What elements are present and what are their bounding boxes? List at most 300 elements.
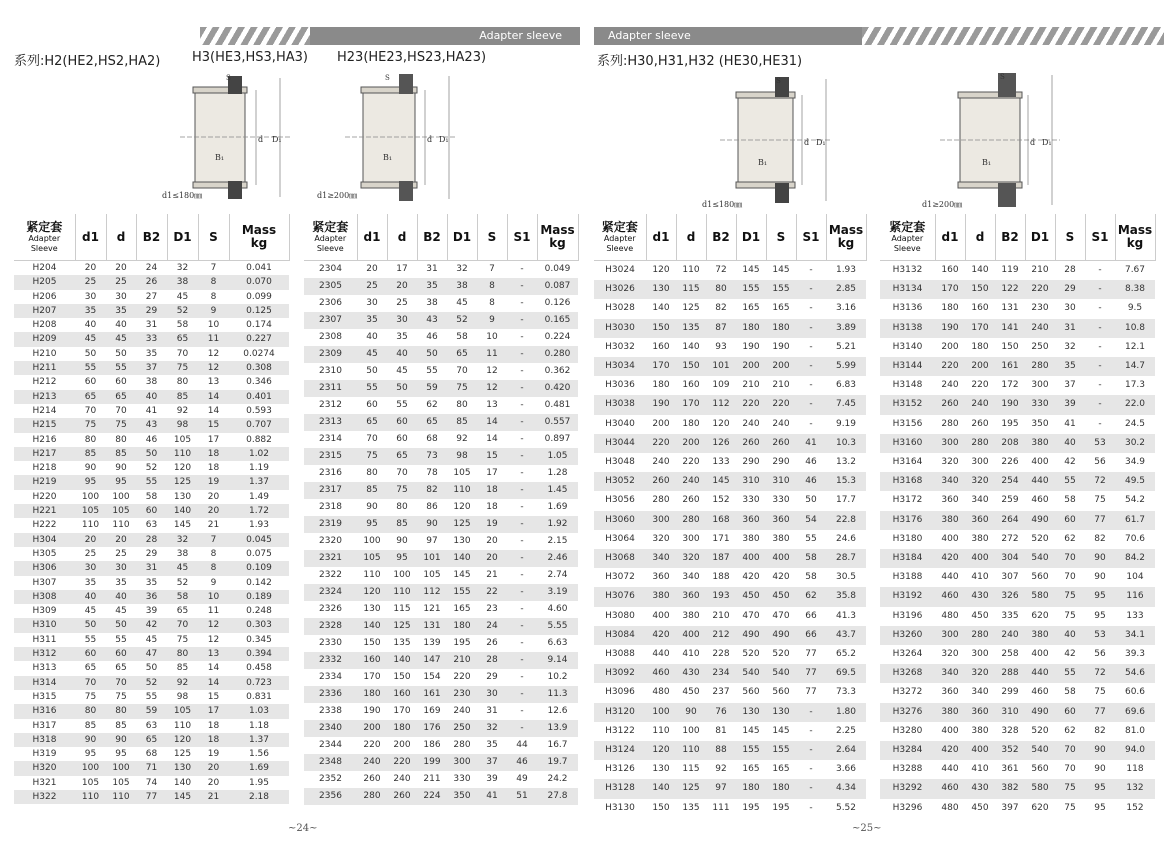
table-cell: 38 bbox=[167, 547, 198, 561]
table-cell: - bbox=[796, 376, 826, 395]
table-cell: 65 bbox=[357, 414, 387, 431]
table-cell: 0.174 bbox=[229, 318, 289, 332]
table-cell: 168 bbox=[706, 511, 736, 530]
table-cell: 135 bbox=[676, 799, 706, 818]
table-cell: 170 bbox=[965, 319, 995, 338]
table-cell: 58 bbox=[1055, 683, 1085, 702]
table-cell: 24 bbox=[477, 618, 507, 635]
table-cell: 35 bbox=[75, 304, 106, 318]
table-cell: 85 bbox=[106, 447, 136, 461]
table-cell: 400 bbox=[1025, 453, 1055, 472]
table-cell: 200 bbox=[965, 357, 995, 376]
table-cell: 2312 bbox=[304, 397, 357, 414]
col-s: S bbox=[766, 214, 796, 261]
table-cell: 2310 bbox=[304, 363, 357, 380]
table-cell: H3130 bbox=[594, 799, 646, 818]
table-cell: 110 bbox=[106, 518, 136, 532]
table-cell: 145 bbox=[167, 518, 198, 532]
table-cell: 18 bbox=[198, 733, 229, 747]
table-cell: 26 bbox=[477, 635, 507, 652]
table-cell: 52 bbox=[447, 312, 477, 329]
table-cell: 55 bbox=[1055, 664, 1085, 683]
table-cell: H215 bbox=[14, 418, 75, 432]
table-cell: 420 bbox=[766, 568, 796, 587]
table-cell: 1.37 bbox=[229, 475, 289, 489]
table-cell: 110 bbox=[646, 722, 676, 741]
table-cell: 130 bbox=[646, 280, 676, 299]
table-cell: 56 bbox=[1085, 645, 1115, 664]
table-cell: 92 bbox=[706, 760, 736, 779]
table-cell: 11 bbox=[198, 604, 229, 618]
table-h2-h3 bbox=[14, 214, 290, 804]
col-d1: d1 bbox=[357, 214, 387, 261]
table-cell: 150 bbox=[965, 280, 995, 299]
table-cell: H3156 bbox=[880, 415, 935, 434]
table-cell: 230 bbox=[447, 686, 477, 703]
table-cell: 70 bbox=[1055, 760, 1085, 779]
table-cell: 70 bbox=[1055, 568, 1085, 587]
table-cell: - bbox=[507, 720, 537, 737]
table-cell: 28 bbox=[1055, 261, 1085, 281]
table-cell: 77 bbox=[1085, 703, 1115, 722]
table-cell: 1.28 bbox=[537, 465, 578, 482]
table-cell: 147 bbox=[417, 652, 447, 669]
table-cell: 340 bbox=[935, 472, 965, 491]
table-cell: 12 bbox=[477, 380, 507, 397]
table-cell: 38 bbox=[136, 375, 167, 389]
table-cell: 304 bbox=[995, 549, 1025, 568]
table-cell: 330 bbox=[736, 491, 766, 510]
table-cell: 400 bbox=[935, 530, 965, 549]
table-cell: 360 bbox=[965, 703, 995, 722]
table-cell: 360 bbox=[676, 587, 706, 606]
table-cell: 220 bbox=[387, 754, 417, 771]
table-cell: 42 bbox=[1055, 645, 1085, 664]
table-cell: - bbox=[796, 779, 826, 798]
table-row bbox=[304, 618, 578, 635]
table-body bbox=[594, 261, 866, 818]
table-cell: 1.95 bbox=[229, 776, 289, 790]
table-cell: 95 bbox=[1085, 607, 1115, 626]
table-cell: 20 bbox=[198, 776, 229, 790]
table-cell: 200 bbox=[766, 357, 796, 376]
table-cell: 300 bbox=[935, 626, 965, 645]
table-cell: 170 bbox=[935, 280, 965, 299]
table-cell: 52 bbox=[136, 461, 167, 475]
table-cell: 264 bbox=[995, 511, 1025, 530]
sleeve-drawing-1 bbox=[160, 70, 300, 205]
table-cell: 19 bbox=[477, 516, 507, 533]
table-cell: 112 bbox=[417, 584, 447, 601]
table-cell: 17.3 bbox=[1115, 376, 1155, 395]
table-cell: 75 bbox=[1055, 779, 1085, 798]
table-row bbox=[880, 338, 1155, 357]
table-cell: 7 bbox=[198, 533, 229, 547]
table-cell: 250 bbox=[1025, 338, 1055, 357]
table-cell: 130 bbox=[736, 703, 766, 722]
table-cell: 2.25 bbox=[826, 722, 866, 741]
table-cell: 150 bbox=[676, 357, 706, 376]
table-cell: 0.308 bbox=[229, 361, 289, 375]
table-cell: 131 bbox=[995, 299, 1025, 318]
table-row bbox=[880, 530, 1155, 549]
table-cell: 49 bbox=[507, 771, 537, 788]
table-row bbox=[880, 357, 1155, 376]
table-cell: 17 bbox=[198, 433, 229, 447]
table-header-row bbox=[14, 214, 289, 261]
table-cell: 155 bbox=[447, 584, 477, 601]
table-cell: 190 bbox=[766, 338, 796, 357]
table-cell: H3064 bbox=[594, 530, 646, 549]
table-cell: H205 bbox=[14, 275, 75, 289]
table-cell: 520 bbox=[1025, 530, 1055, 549]
table-cell: 240 bbox=[676, 472, 706, 491]
table-cell: 0.831 bbox=[229, 690, 289, 704]
table-cell: 110 bbox=[676, 741, 706, 760]
table-cell: H3192 bbox=[880, 587, 935, 606]
svg-text:d: d bbox=[804, 138, 810, 147]
table-cell: 65 bbox=[106, 661, 136, 675]
table-cell: 350 bbox=[1025, 415, 1055, 434]
table-cell: - bbox=[507, 652, 537, 669]
table-cell: H3030 bbox=[594, 319, 646, 338]
table-row bbox=[14, 647, 289, 661]
table-cell: 2.18 bbox=[229, 790, 289, 804]
svg-text:D₁: D₁ bbox=[816, 138, 826, 147]
table-cell: 70 bbox=[357, 431, 387, 448]
table-cell: 95 bbox=[1085, 799, 1115, 818]
table-cell: 260 bbox=[766, 434, 796, 453]
table-row bbox=[14, 332, 289, 346]
table-cell: 9 bbox=[198, 576, 229, 590]
table-cell: 50 bbox=[357, 363, 387, 380]
table-cell: 65 bbox=[167, 604, 198, 618]
table-cell: 119 bbox=[995, 261, 1025, 281]
table-row bbox=[14, 275, 289, 289]
table-cell: 0.557 bbox=[537, 414, 578, 431]
table-cell: 0.401 bbox=[229, 390, 289, 404]
table-cell: 220 bbox=[676, 453, 706, 472]
table-cell: - bbox=[507, 397, 537, 414]
table-cell: 45 bbox=[357, 346, 387, 363]
table-cell: 105 bbox=[167, 433, 198, 447]
table-cell: 190 bbox=[646, 395, 676, 414]
table-cell: 2336 bbox=[304, 686, 357, 703]
table-cell: 7.67 bbox=[1115, 261, 1155, 281]
table-cell: 132 bbox=[1115, 779, 1155, 798]
table-cell: 80 bbox=[706, 280, 736, 299]
table-cell: 155 bbox=[736, 280, 766, 299]
table-cell: 620 bbox=[1025, 607, 1055, 626]
table-cell: 490 bbox=[1025, 511, 1055, 530]
table-cell: 70 bbox=[387, 465, 417, 482]
table-cell: 220 bbox=[357, 737, 387, 754]
table-cell: 100 bbox=[676, 722, 706, 741]
table-row bbox=[14, 390, 289, 404]
table-cell: 161 bbox=[995, 357, 1025, 376]
table-cell: 105 bbox=[357, 550, 387, 567]
table-cell: 210 bbox=[447, 652, 477, 669]
table-cell: 2304 bbox=[304, 261, 357, 279]
table-cell: 3.19 bbox=[537, 584, 578, 601]
table-cell: 2.64 bbox=[826, 741, 866, 760]
table-cell: 80 bbox=[106, 433, 136, 447]
table-cell: 310 bbox=[766, 472, 796, 491]
table-cell: 31 bbox=[136, 561, 167, 575]
table-row bbox=[594, 779, 866, 798]
table-cell: 75 bbox=[1055, 587, 1085, 606]
table-cell: 152 bbox=[1115, 799, 1155, 818]
table-cell: 56 bbox=[1085, 453, 1115, 472]
table-cell: H3148 bbox=[880, 376, 935, 395]
table-cell: - bbox=[796, 280, 826, 299]
table-row bbox=[304, 788, 578, 805]
table-cell: 65.2 bbox=[826, 645, 866, 664]
table-cell: 280 bbox=[965, 434, 995, 453]
table-cell: 23 bbox=[477, 601, 507, 618]
table-row bbox=[14, 590, 289, 604]
table-cell: 30 bbox=[106, 561, 136, 575]
table-cell: 42 bbox=[136, 618, 167, 632]
table-row bbox=[14, 704, 289, 718]
table-row bbox=[594, 741, 866, 760]
table-cell: 200 bbox=[646, 415, 676, 434]
table-cell: 35 bbox=[75, 576, 106, 590]
table-cell: 45 bbox=[106, 604, 136, 618]
table-cell: 1.02 bbox=[229, 447, 289, 461]
table-cell: 17 bbox=[477, 465, 507, 482]
table-cell: 440 bbox=[935, 760, 965, 779]
table-cell: 195 bbox=[995, 415, 1025, 434]
table-cell: 1.80 bbox=[826, 703, 866, 722]
table-cell: 220 bbox=[1025, 280, 1055, 299]
table-cell: 110 bbox=[676, 261, 706, 281]
table-cell: - bbox=[507, 414, 537, 431]
table-row bbox=[14, 290, 289, 304]
table-cell: 340 bbox=[935, 664, 965, 683]
table-cell: 51 bbox=[507, 788, 537, 805]
col-d: d bbox=[106, 214, 136, 261]
figure-1-note: d1≤180㎜ bbox=[162, 191, 203, 200]
table-cell: 62 bbox=[417, 397, 447, 414]
table-cell: 470 bbox=[736, 607, 766, 626]
table-body bbox=[304, 261, 578, 806]
table-cell: 240 bbox=[995, 626, 1025, 645]
table-cell: - bbox=[796, 319, 826, 338]
table-cell: 0.723 bbox=[229, 676, 289, 690]
table-cell: 90 bbox=[1085, 549, 1115, 568]
table-cell: 120 bbox=[357, 584, 387, 601]
table-cell: 240 bbox=[965, 395, 995, 414]
table-cell: 11 bbox=[198, 332, 229, 346]
table-cell: - bbox=[1085, 395, 1115, 414]
table-cell: 43 bbox=[136, 418, 167, 432]
table-cell: 307 bbox=[995, 568, 1025, 587]
table-cell: 382 bbox=[995, 779, 1025, 798]
table-cell: 55 bbox=[796, 530, 826, 549]
table-cell: 260 bbox=[935, 395, 965, 414]
table-cell: 130 bbox=[447, 533, 477, 550]
table-cell: - bbox=[507, 499, 537, 516]
table-row bbox=[594, 722, 866, 741]
table-cell: 68 bbox=[417, 431, 447, 448]
table-cell: H213 bbox=[14, 390, 75, 404]
table-cell: H3024 bbox=[594, 261, 646, 281]
table-cell: 90 bbox=[387, 533, 417, 550]
table-row bbox=[304, 652, 578, 669]
table-cell: 2318 bbox=[304, 499, 357, 516]
table-row bbox=[14, 318, 289, 332]
table-cell: 2319 bbox=[304, 516, 357, 533]
table-cell: 0.041 bbox=[229, 261, 289, 276]
series-label-h2: 系列:H2(HE2,HS2,HA2) bbox=[14, 54, 161, 69]
table-cell: 440 bbox=[646, 645, 676, 664]
sleeve-drawing-4 bbox=[920, 65, 1070, 215]
table-cell: 30 bbox=[387, 312, 417, 329]
table-row bbox=[880, 453, 1155, 472]
table-cell: 75 bbox=[447, 380, 477, 397]
table-cell: H3072 bbox=[594, 568, 646, 587]
table-cell: 58 bbox=[796, 549, 826, 568]
table-cell: 85 bbox=[75, 447, 106, 461]
table-cell: 352 bbox=[995, 741, 1025, 760]
table-cell: H3276 bbox=[880, 703, 935, 722]
table-cell: H222 bbox=[14, 518, 75, 532]
table-cell: H3136 bbox=[880, 299, 935, 318]
table-cell: 210 bbox=[766, 376, 796, 395]
table-cell: 14 bbox=[198, 661, 229, 675]
table-row bbox=[14, 661, 289, 675]
table-cell: 55 bbox=[75, 633, 106, 647]
table-cell: 90 bbox=[1085, 760, 1115, 779]
table-cell: 53 bbox=[1085, 626, 1115, 645]
table-cell: 0.362 bbox=[537, 363, 578, 380]
table-cell: 2315 bbox=[304, 448, 357, 465]
table-cell: 165 bbox=[447, 601, 477, 618]
table-cell: 211 bbox=[417, 771, 447, 788]
table-cell: 250 bbox=[447, 720, 477, 737]
table-cell: 450 bbox=[736, 587, 766, 606]
table-cell: 133 bbox=[706, 453, 736, 472]
table-cell: 32 bbox=[477, 720, 507, 737]
table-cell: 75 bbox=[167, 633, 198, 647]
table-cell: 1.37 bbox=[229, 733, 289, 747]
table-cell: 25 bbox=[75, 275, 106, 289]
table-row bbox=[880, 683, 1155, 702]
table-cell: 81.0 bbox=[1115, 722, 1155, 741]
table-cell: 13 bbox=[477, 397, 507, 414]
table-cell: 77 bbox=[1085, 511, 1115, 530]
table-cell: H309 bbox=[14, 604, 75, 618]
table-cell: 70 bbox=[75, 404, 106, 418]
table-cell: 145 bbox=[736, 261, 766, 281]
table-row bbox=[14, 561, 289, 575]
table-cell: 360 bbox=[935, 491, 965, 510]
table-cell: 7 bbox=[477, 261, 507, 279]
table-cell: 105 bbox=[106, 504, 136, 518]
table-row bbox=[594, 607, 866, 626]
table-cell: 121 bbox=[417, 601, 447, 618]
table-row bbox=[304, 771, 578, 788]
table-cell: 35 bbox=[106, 304, 136, 318]
table-cell: 2340 bbox=[304, 720, 357, 737]
table-cell: 3.66 bbox=[826, 760, 866, 779]
svg-text:d: d bbox=[427, 135, 433, 144]
table-cell: 31 bbox=[417, 261, 447, 279]
table-row bbox=[880, 549, 1155, 568]
table-cell: - bbox=[1085, 299, 1115, 318]
table-cell: 176 bbox=[417, 720, 447, 737]
table-cell: 30 bbox=[106, 290, 136, 304]
table-cell: 120 bbox=[646, 741, 676, 760]
table-cell: 39 bbox=[1055, 395, 1085, 414]
table-cell: 290 bbox=[736, 453, 766, 472]
table-cell: 80 bbox=[75, 433, 106, 447]
table-cell: 110 bbox=[447, 482, 477, 499]
table-cell: 97 bbox=[706, 779, 736, 798]
table-cell: 90 bbox=[106, 461, 136, 475]
table-cell: 40 bbox=[357, 329, 387, 346]
table-cell: 45 bbox=[167, 290, 198, 304]
table-cell: 2324 bbox=[304, 584, 357, 601]
table-cell: 310 bbox=[736, 472, 766, 491]
table-cell: 5.99 bbox=[826, 357, 866, 376]
table-body bbox=[880, 261, 1155, 818]
table-cell: 400 bbox=[766, 549, 796, 568]
table-cell: 90 bbox=[75, 461, 106, 475]
table-cell: 100 bbox=[75, 761, 106, 775]
col-s1: S1 bbox=[1085, 214, 1115, 261]
table-cell: 97 bbox=[417, 533, 447, 550]
table-cell: 397 bbox=[995, 799, 1025, 818]
table-cell: 105 bbox=[75, 504, 106, 518]
table-cell: 85 bbox=[447, 414, 477, 431]
table-cell: 300 bbox=[965, 453, 995, 472]
table-cell: 460 bbox=[1025, 683, 1055, 702]
table-cell: 75 bbox=[75, 418, 106, 432]
table-cell: 24 bbox=[136, 261, 167, 276]
table-row bbox=[594, 319, 866, 338]
table-cell: 19.7 bbox=[537, 754, 578, 771]
table-cell: H3056 bbox=[594, 491, 646, 510]
table-row bbox=[880, 722, 1155, 741]
table-cell: 0.227 bbox=[229, 332, 289, 346]
col-D1: D1 bbox=[167, 214, 198, 261]
table-cell: H3068 bbox=[594, 549, 646, 568]
table-cell: 280 bbox=[357, 788, 387, 805]
table-cell: 55 bbox=[1055, 472, 1085, 491]
table-cell: 45 bbox=[167, 561, 198, 575]
table-cell: 10 bbox=[198, 590, 229, 604]
table-cell: 160 bbox=[357, 652, 387, 669]
table-cell: 12 bbox=[477, 363, 507, 380]
series-label-h3: H3(HE3,HS3,HA3) bbox=[192, 50, 308, 65]
table-row bbox=[14, 347, 289, 361]
table-cell: 208 bbox=[995, 434, 1025, 453]
col-s: S bbox=[1055, 214, 1085, 261]
table-cell: 105 bbox=[75, 776, 106, 790]
table-cell: 1.05 bbox=[537, 448, 578, 465]
table-cell: 155 bbox=[766, 280, 796, 299]
table-cell: 50 bbox=[75, 618, 106, 632]
table-cell: 490 bbox=[736, 626, 766, 645]
table-cell: H3138 bbox=[880, 319, 935, 338]
table-cell: 17.7 bbox=[826, 491, 866, 510]
table-row bbox=[304, 669, 578, 686]
table-cell: 237 bbox=[706, 683, 736, 702]
table-cell: 520 bbox=[766, 645, 796, 664]
table-cell: H318 bbox=[14, 733, 75, 747]
